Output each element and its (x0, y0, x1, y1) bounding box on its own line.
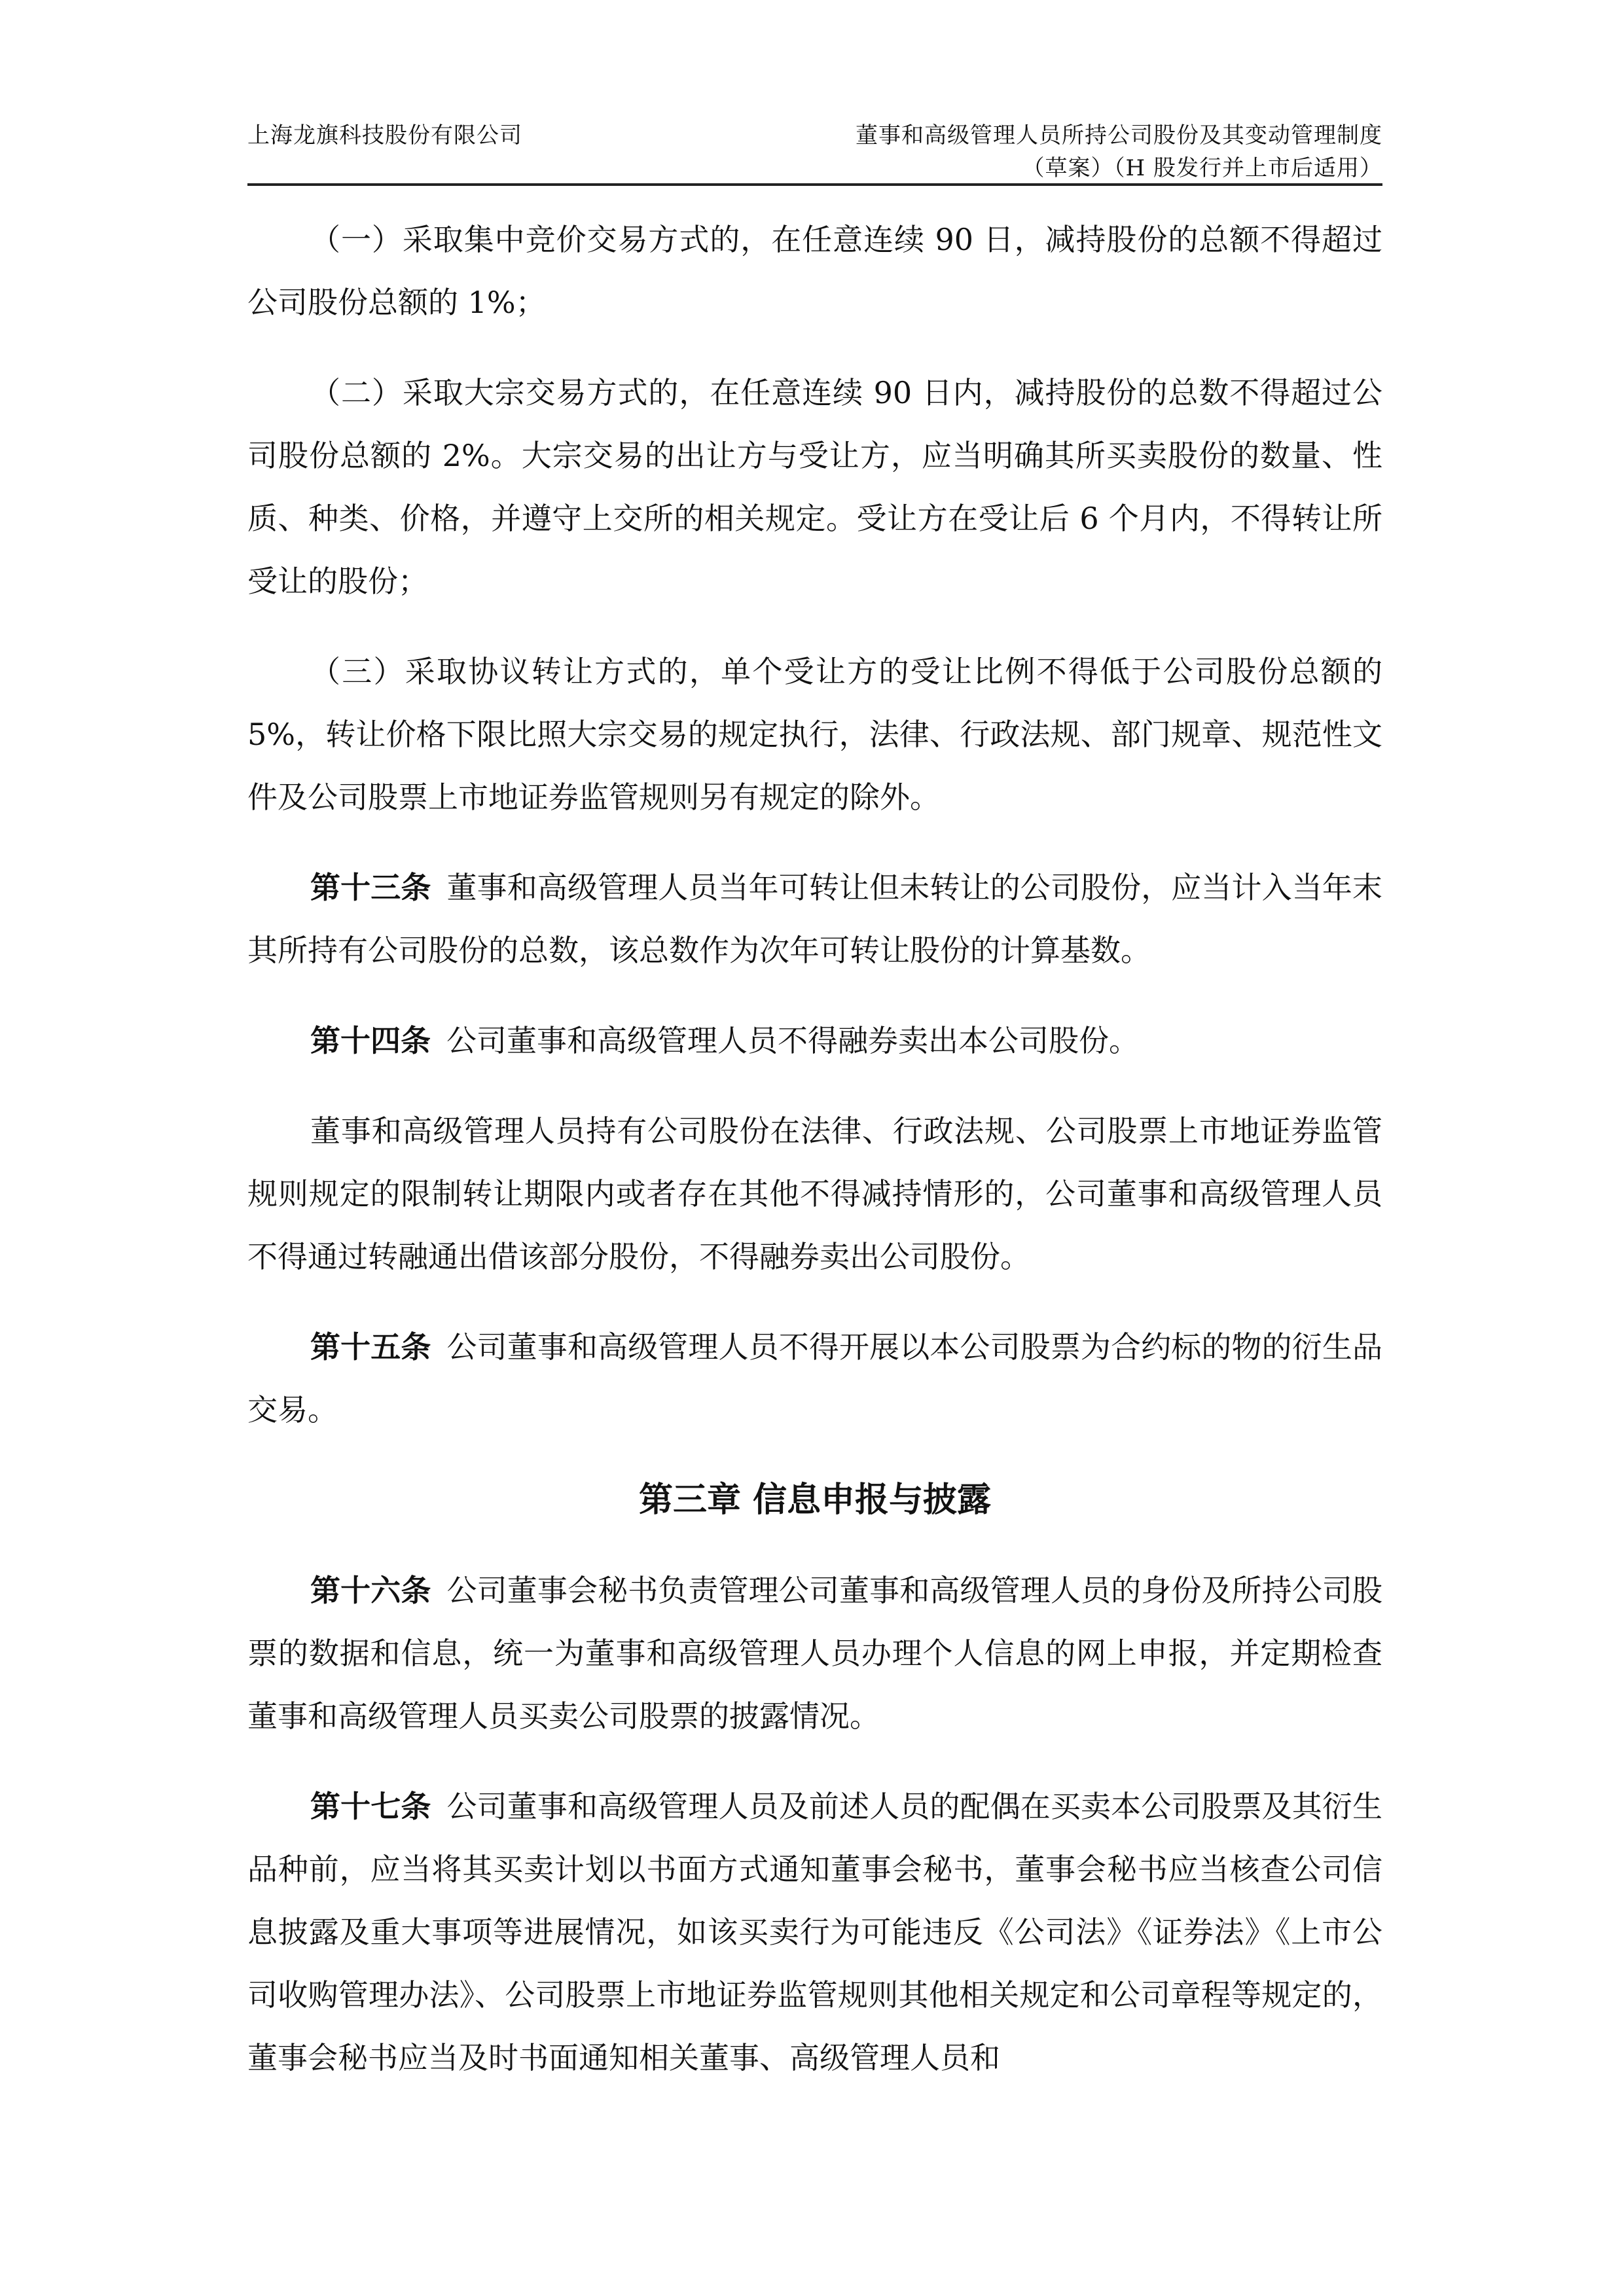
article-16-text: 公司董事会秘书负责管理公司董事和高级管理人员的身份及所持公司股票的数据和信息，统一为董事和高级管理人员办理个人信息的网上申报，并定期检查董事和高级管理人员买卖公司股票的披露情况。 (247, 1573, 1383, 1734)
article-16 (247, 1559, 1382, 1748)
chapter-heading: 第三章 信息申报与披露 (638, 1480, 992, 1520)
article-13-label: 第十三条 (310, 870, 431, 905)
article-13-text: 董事和高级管理人员当年可转让但未转让的公司股份，应当计入当年末其所持有公司股份的总数，该总数作为次年可转让股份的计算基数。 (247, 870, 1383, 968)
page-header (247, 113, 1382, 186)
article-14-label: 第十四条 (310, 1023, 431, 1058)
article-15-label: 第十五条 (310, 1329, 431, 1365)
article-17-text: 公司董事和高级管理人员及前述人员的配偶在买卖本公司股票及其衍生品种前，应当将其买卖计划以书面方式通知董事会秘书，董事会秘书应当核查公司信息披露及重大事项等进展情况，如该买卖行为可能违反《公司法》《证券法》《上市公司收购管理办法》、公司股票上市地证券监管规则其他相关规定和公司章程等规定的，董事会秘书应当及时书面通知相关董事、高级管理人员和 (247, 1789, 1383, 2075)
article-14-paragraph-2: 董事和高级管理人员持有公司股份在法律、行政法规、公司股票上市地证券监管规则规定的限制转让期限内或者存在其他不得减持情形的，公司董事和高级管理人员不得通过转融通出借该部分股份，不得融券卖出公司股份。 (247, 1113, 1382, 1274)
article-13 (247, 856, 1382, 982)
article-15 (247, 1316, 1382, 1441)
document-title (856, 119, 1382, 185)
document-title-line1: 董事和高级管理人员所持公司股份及其变动管理制度 (856, 122, 1382, 149)
article-17-label: 第十七条 (310, 1789, 431, 1824)
company-name: 上海龙旗科技股份有限公司 (247, 122, 522, 149)
document-title-line2: （草案）（H 股发行并上市后适用） (1022, 155, 1382, 181)
clause-2: （二）采取大宗交易方式的，在任意连续 90 日内，减持股份的总数不得超过公司股份总额的 2%。大宗交易的出让方与受让方，应当明确其所买卖股份的数量、性质、种类、价格，并遵守上交所的相关规定。受让方在受让后 6 个月内，不得转让所受让的股份； (247, 375, 1382, 599)
article-17 (247, 1775, 1382, 2089)
article-14 (247, 1009, 1382, 1072)
article-15-text: 公司董事和高级管理人员不得开展以本公司股票为合约标的物的衍生品交易。 (247, 1329, 1383, 1427)
clause-3: （三）采取协议转让方式的，单个受让方的受让比例不得低于公司股份总额的 5%，转让价格下限比照大宗交易的规定执行，法律、行政法规、部门规章、规范性文件及公司股票上市地证券监管规则另有规定的除外。 (247, 654, 1382, 815)
article-14-text: 公司董事和高级管理人员不得融券卖出本公司股份。 (446, 1023, 1139, 1058)
clause-1: （一）采取集中竞价交易方式的，在任意连续 90 日，减持股份的总额不得超过公司股份总额的 1%； (247, 222, 1382, 320)
article-16-label: 第十六条 (310, 1573, 431, 1608)
document-body (247, 208, 1382, 2117)
